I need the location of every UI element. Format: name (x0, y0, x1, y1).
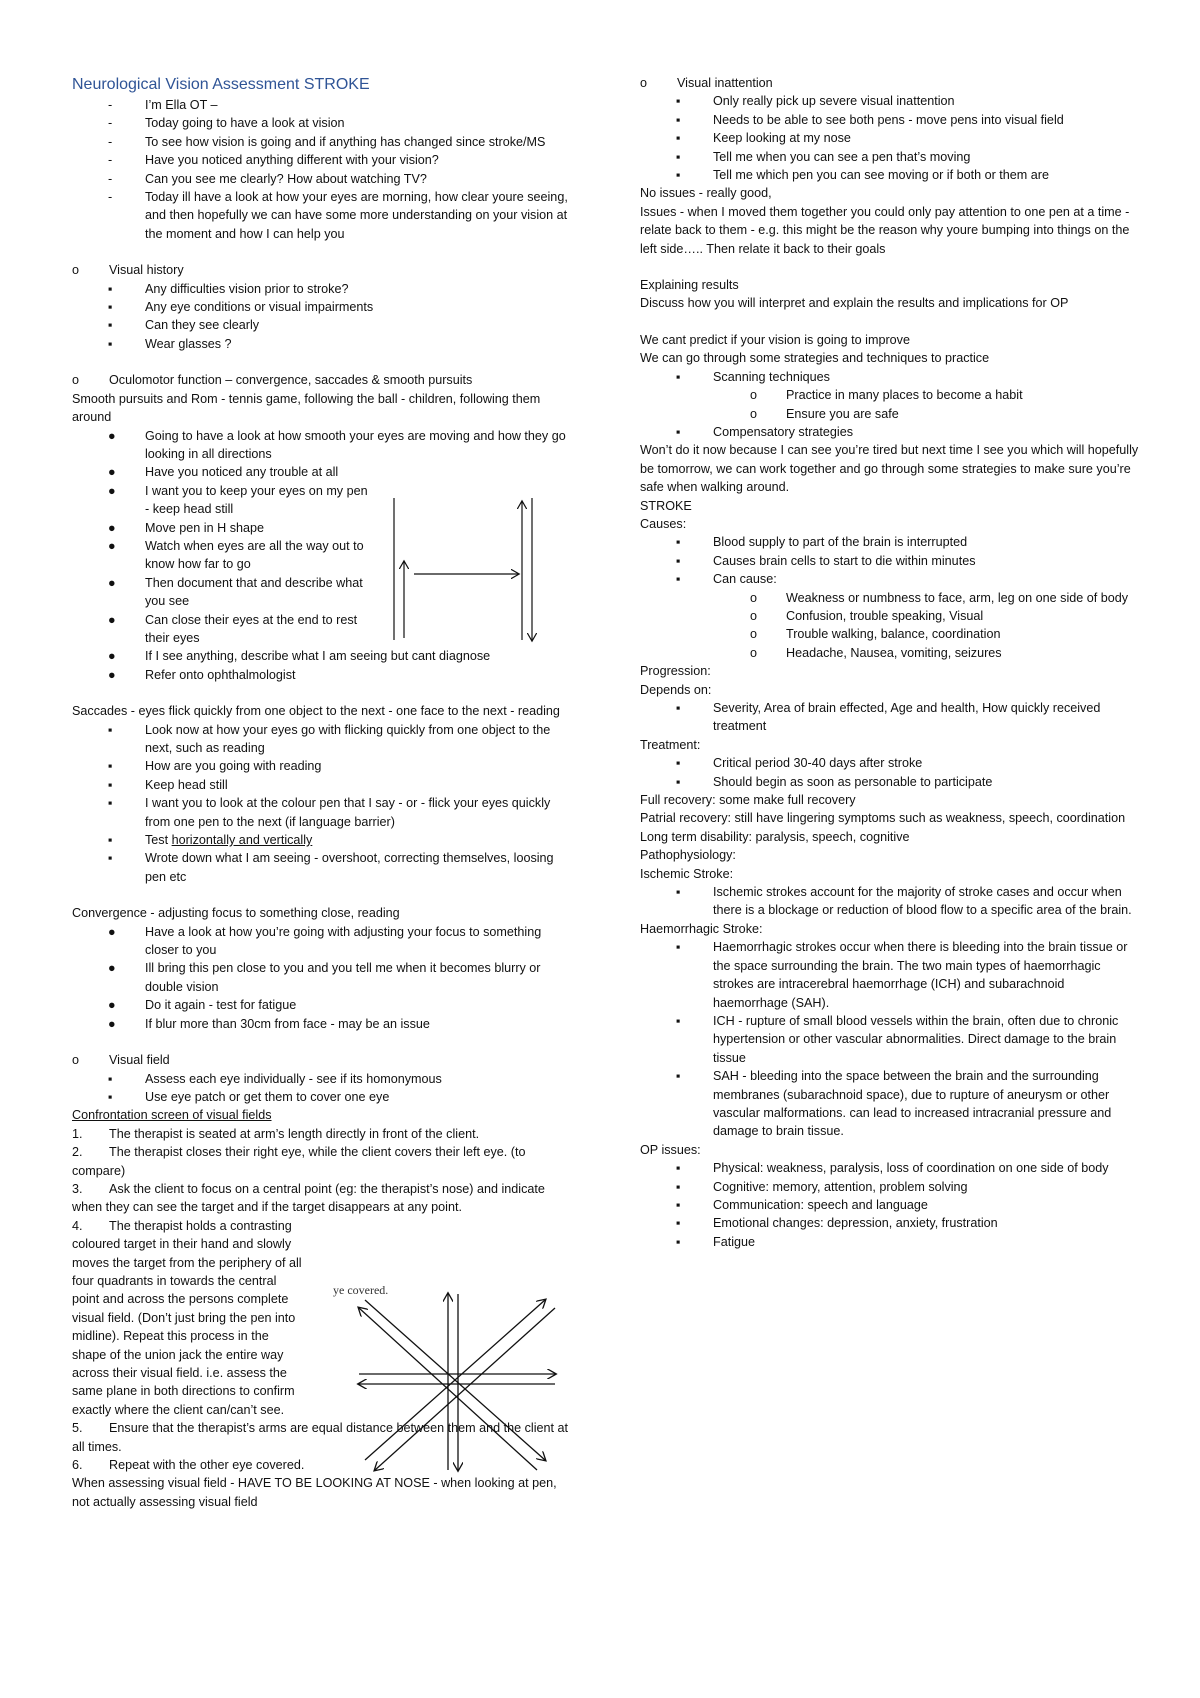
list-item: ▪ Can they see clearly (108, 318, 260, 333)
intro-item: - Today going to have a look at vision (108, 116, 345, 131)
page-title: Neurological Vision Assessment STROKE (72, 76, 370, 93)
list-item: ● If I see anything, describe what I am seeing but cant diagnose (108, 649, 491, 664)
list-item: ▪ Wrote down what I am seeing - overshoot, correcting themselves, loosing pen etc (108, 851, 554, 884)
visual-field-closing: When assessing visual field - HAVE TO BE LOOKING AT NOSE - when looking at pen, not actually assessing visual field (72, 1476, 557, 1509)
sub-item: o Trouble walking, balance, coordination (750, 627, 1001, 642)
list-item: ▪ Causes brain cells to start to die within minutes (676, 553, 976, 568)
treatment-label: Treatment: (640, 737, 701, 752)
step: 1. The therapist is seated at arm’s length directly in front of the client. (72, 1126, 480, 1141)
list-item: ▪ Keep head still (108, 777, 228, 792)
intro-item: - Can you see me clearly? How about watching TV? (108, 171, 427, 186)
list-item: ▪ Can cause: (676, 572, 777, 587)
partial-recovery: Patrial recovery: still have lingering symptoms such as weakness, speech, coordination (640, 811, 1126, 826)
visual-history-heading: o Visual history (72, 263, 184, 278)
step: 4. The therapist holds a contrasting coloured target in their hand and slowly moves the target from the periphery of all four quadrants in towards the central point and across the persons complete visual field. (Don’t just bring the pen into midline). Repeat this process in the shape of the union jack the entire way across their visual field. i.e. assess the same plane in both directions to confirm exactly where the client can/can’t see. (72, 1218, 302, 1417)
list-item: ▪ Wear glasses ? (108, 336, 232, 351)
haem-label: Haemorrhagic Stroke: (640, 921, 763, 936)
list-item: ▪ Use eye patch or get them to cover one eye (108, 1089, 390, 1104)
long-term: Long term disability: paralysis, speech, cognitive (640, 829, 910, 844)
list-item: ▪ Tell me which pen you can see moving or if both or them are (676, 168, 1050, 183)
saccades-intro: Saccades - eyes flick quickly from one object to the next - one face to the next - reading (72, 704, 560, 719)
list-item: ▪ Emotional changes: depression, anxiety, frustration (676, 1216, 998, 1231)
list-item: ▪ Severity, Area of brain effected, Age and health, How quickly received treatment (676, 701, 1101, 734)
list-item: ▪ Cognitive: memory, attention, problem solving (676, 1179, 968, 1194)
list-item: ▪ Physical: weakness, paralysis, loss of coordination on one side of body (676, 1161, 1109, 1176)
step: 5. Ensure that the therapist’s arms are equal distance between them and the client at all times. (72, 1421, 569, 1454)
step: 2. The therapist closes their right eye, while the client covers their left eye. (to compare) (72, 1145, 526, 1178)
sub-item: o Headache, Nausea, vomiting, seizures (750, 645, 1002, 660)
list-item: ▪ Fatigue (676, 1234, 756, 1249)
intro-item: - To see how vision is going and if anything has changed since stroke/MS (108, 134, 546, 149)
list-item: ▪ ICH - rupture of small blood vessels within the brain, often due to chronic hypertension or other vascular abnormalities. Direct damage to the brain tissue (676, 1013, 1119, 1065)
list-item: ● Can close their eyes at the end to rest their eyes (108, 612, 358, 645)
no-issues: No issues - really good, (640, 186, 772, 201)
results-heading: Explaining results (640, 278, 739, 293)
intro-item: - I’m Ella OT – (108, 98, 218, 112)
confrontation-heading: Confrontation screen of visual fields (72, 1108, 272, 1123)
union-jack-diagram (355, 1280, 565, 1480)
convergence-intro: Convergence - adjusting focus to something close, reading (72, 906, 400, 921)
step: 3. Ask the client to focus on a central point (eg: the therapist’s nose) and indicate when they can see the target and if the target disappears at any point. (72, 1181, 545, 1215)
list-item: ▪ Any eye conditions or visual impairments (108, 300, 374, 315)
list-item: ▪ Look now at how your eyes go with flicking quickly from one object to the next, such as reading (108, 722, 551, 755)
progression-label: Progression: (640, 664, 711, 679)
list-item: ▪ Keep looking at my nose (676, 131, 851, 146)
list-item: ● Refer onto ophthalmologist (108, 667, 296, 682)
results-text: Discuss how you will interpret and explain the results and implications for OP (640, 296, 1069, 311)
list-item: ▪ Haemorrhagic strokes occur when there is bleeding into the brain tissue or the space surrounding the brain. The two main types of haemorrhagic strokes are intracerebral haemorrhage (ICH) and subarachnoid haemorrhage (SAH). (676, 940, 1128, 1010)
list-item: ● Move pen in H shape (108, 520, 265, 535)
list-item: ▪ Assess each eye individually - see if its homonymous (108, 1071, 442, 1086)
list-item: ▪ Scanning techniques (676, 369, 830, 384)
ischemic-label: Ischemic Stroke: (640, 866, 734, 881)
list-item: ● If blur more than 30cm from face - may be an issue (108, 1016, 430, 1031)
smooth-pursuits-intro: Smooth pursuits and Rom - tennis game, following the ball - children, following them around (72, 391, 541, 425)
sub-item: o Confusion, trouble speaking, Visual (750, 608, 984, 623)
figure-caption: ye covered. (333, 1283, 389, 1297)
list-item: ● Have a look at how you’re going with adjusting your focus to something closer to you (108, 924, 542, 958)
list-item: ● Have you noticed any trouble at all (108, 465, 339, 480)
list-item: ▪ I want you to look at the colour pen that I say - or - flick your eyes quickly from one pen to the next (if language barrier) (108, 796, 551, 829)
list-item: ● Then document that and describe what you see (108, 575, 363, 609)
list-item: ▪ Blood supply to part of the brain is interrupted (676, 535, 968, 550)
sub-item: o Ensure you are safe (750, 406, 899, 421)
full-recovery: Full recovery: some make full recovery (640, 793, 856, 808)
results-line: We can go through some strategies and techniques to practice (640, 351, 990, 366)
list-item: ▪ Any difficulties vision prior to stroke? (108, 281, 349, 296)
list-item: ▪ Ischemic strokes account for the majority of stroke cases and occur when there is a blockage or reduction of blood flow to a specific area of the brain. (676, 885, 1132, 918)
intro-item: - Have you noticed anything different with your vision? (108, 153, 439, 168)
list-item: ▪ Critical period 30-40 days after stroke (676, 756, 923, 771)
list-item: ▪ Test horizontally and vertically (108, 833, 313, 848)
causes-label: Causes: (640, 516, 687, 531)
issues: Issues - when I moved them together you could only pay attention to one pen at a time - relate back to them - e.g. this might be the reason why youre bumping into things on the left side….. Then relate it back to their goals (640, 204, 1130, 256)
list-item: ▪ Needs to be able to see both pens - move pens into visual field (676, 112, 1064, 127)
list-item: ▪ How are you going with reading (108, 759, 322, 774)
right-column (640, 74, 1140, 1251)
list-item: ▪ Should begin as soon as personable to participate (676, 774, 993, 789)
op-label: OP issues: (640, 1142, 701, 1157)
oculomotor-heading: o Oculomotor function – convergence, saccades & smooth pursuits (72, 373, 473, 388)
visual-field-heading: o Visual field (72, 1053, 170, 1068)
results-line: We cant predict if your vision is going to improve (640, 332, 910, 347)
depends-label: Depends on: (640, 682, 712, 697)
stroke-heading: STROKE (640, 498, 692, 513)
list-item: ▪ Communication: speech and language (676, 1197, 928, 1212)
list-item: ▪ Compensatory strategies (676, 424, 853, 439)
list-item: ● Do it again - test for fatigue (108, 998, 297, 1013)
sub-item: o Practice in many places to become a habit (750, 388, 1023, 403)
h-shape-diagram (380, 490, 540, 650)
sub-item: o Weakness or numbness to face, arm, leg on one side of body (750, 590, 1129, 605)
list-item: ▪ Only really pick up severe visual inattention (676, 94, 955, 109)
list-item: ● Watch when eyes are all the way out to know how far to go (108, 538, 364, 572)
list-item: ● I want you to keep your eyes on my pen - keep head still (108, 483, 368, 517)
patho-label: Pathophysiology: (640, 848, 736, 863)
inattention-heading: o Visual inattention (640, 76, 773, 90)
list-item: ▪ Tell me when you can see a pen that’s moving (676, 149, 971, 164)
list-item: ▪ SAH - bleeding into the space between the brain and the surrounding membranes (subarachnoid space), due to rupture of aneurysm or other vascular malformations. can lead to increased intracranial pressure and damage to brain tissue. (676, 1069, 1112, 1139)
step: 6. Repeat with the other eye covered. (72, 1458, 305, 1473)
list-item: ● Going to have a look at how smooth your eyes are moving and how they go looking in all directions (108, 428, 566, 461)
wont-do: Won’t do it now because I can see you’re tired but next time I see you which will hopefully be tomorrow, we can work together and go through some strategies to make sure you’re safe when walking around. (640, 443, 1139, 495)
intro-item: - Today ill have a look at how your eyes are morning, how clear youre seeing, and then hopefully we can have some more understanding on your vision at the moment and how I can help you (108, 190, 568, 241)
list-item: ● Ill bring this pen close to you and you tell me when it becomes blurry or double vision (108, 961, 541, 994)
